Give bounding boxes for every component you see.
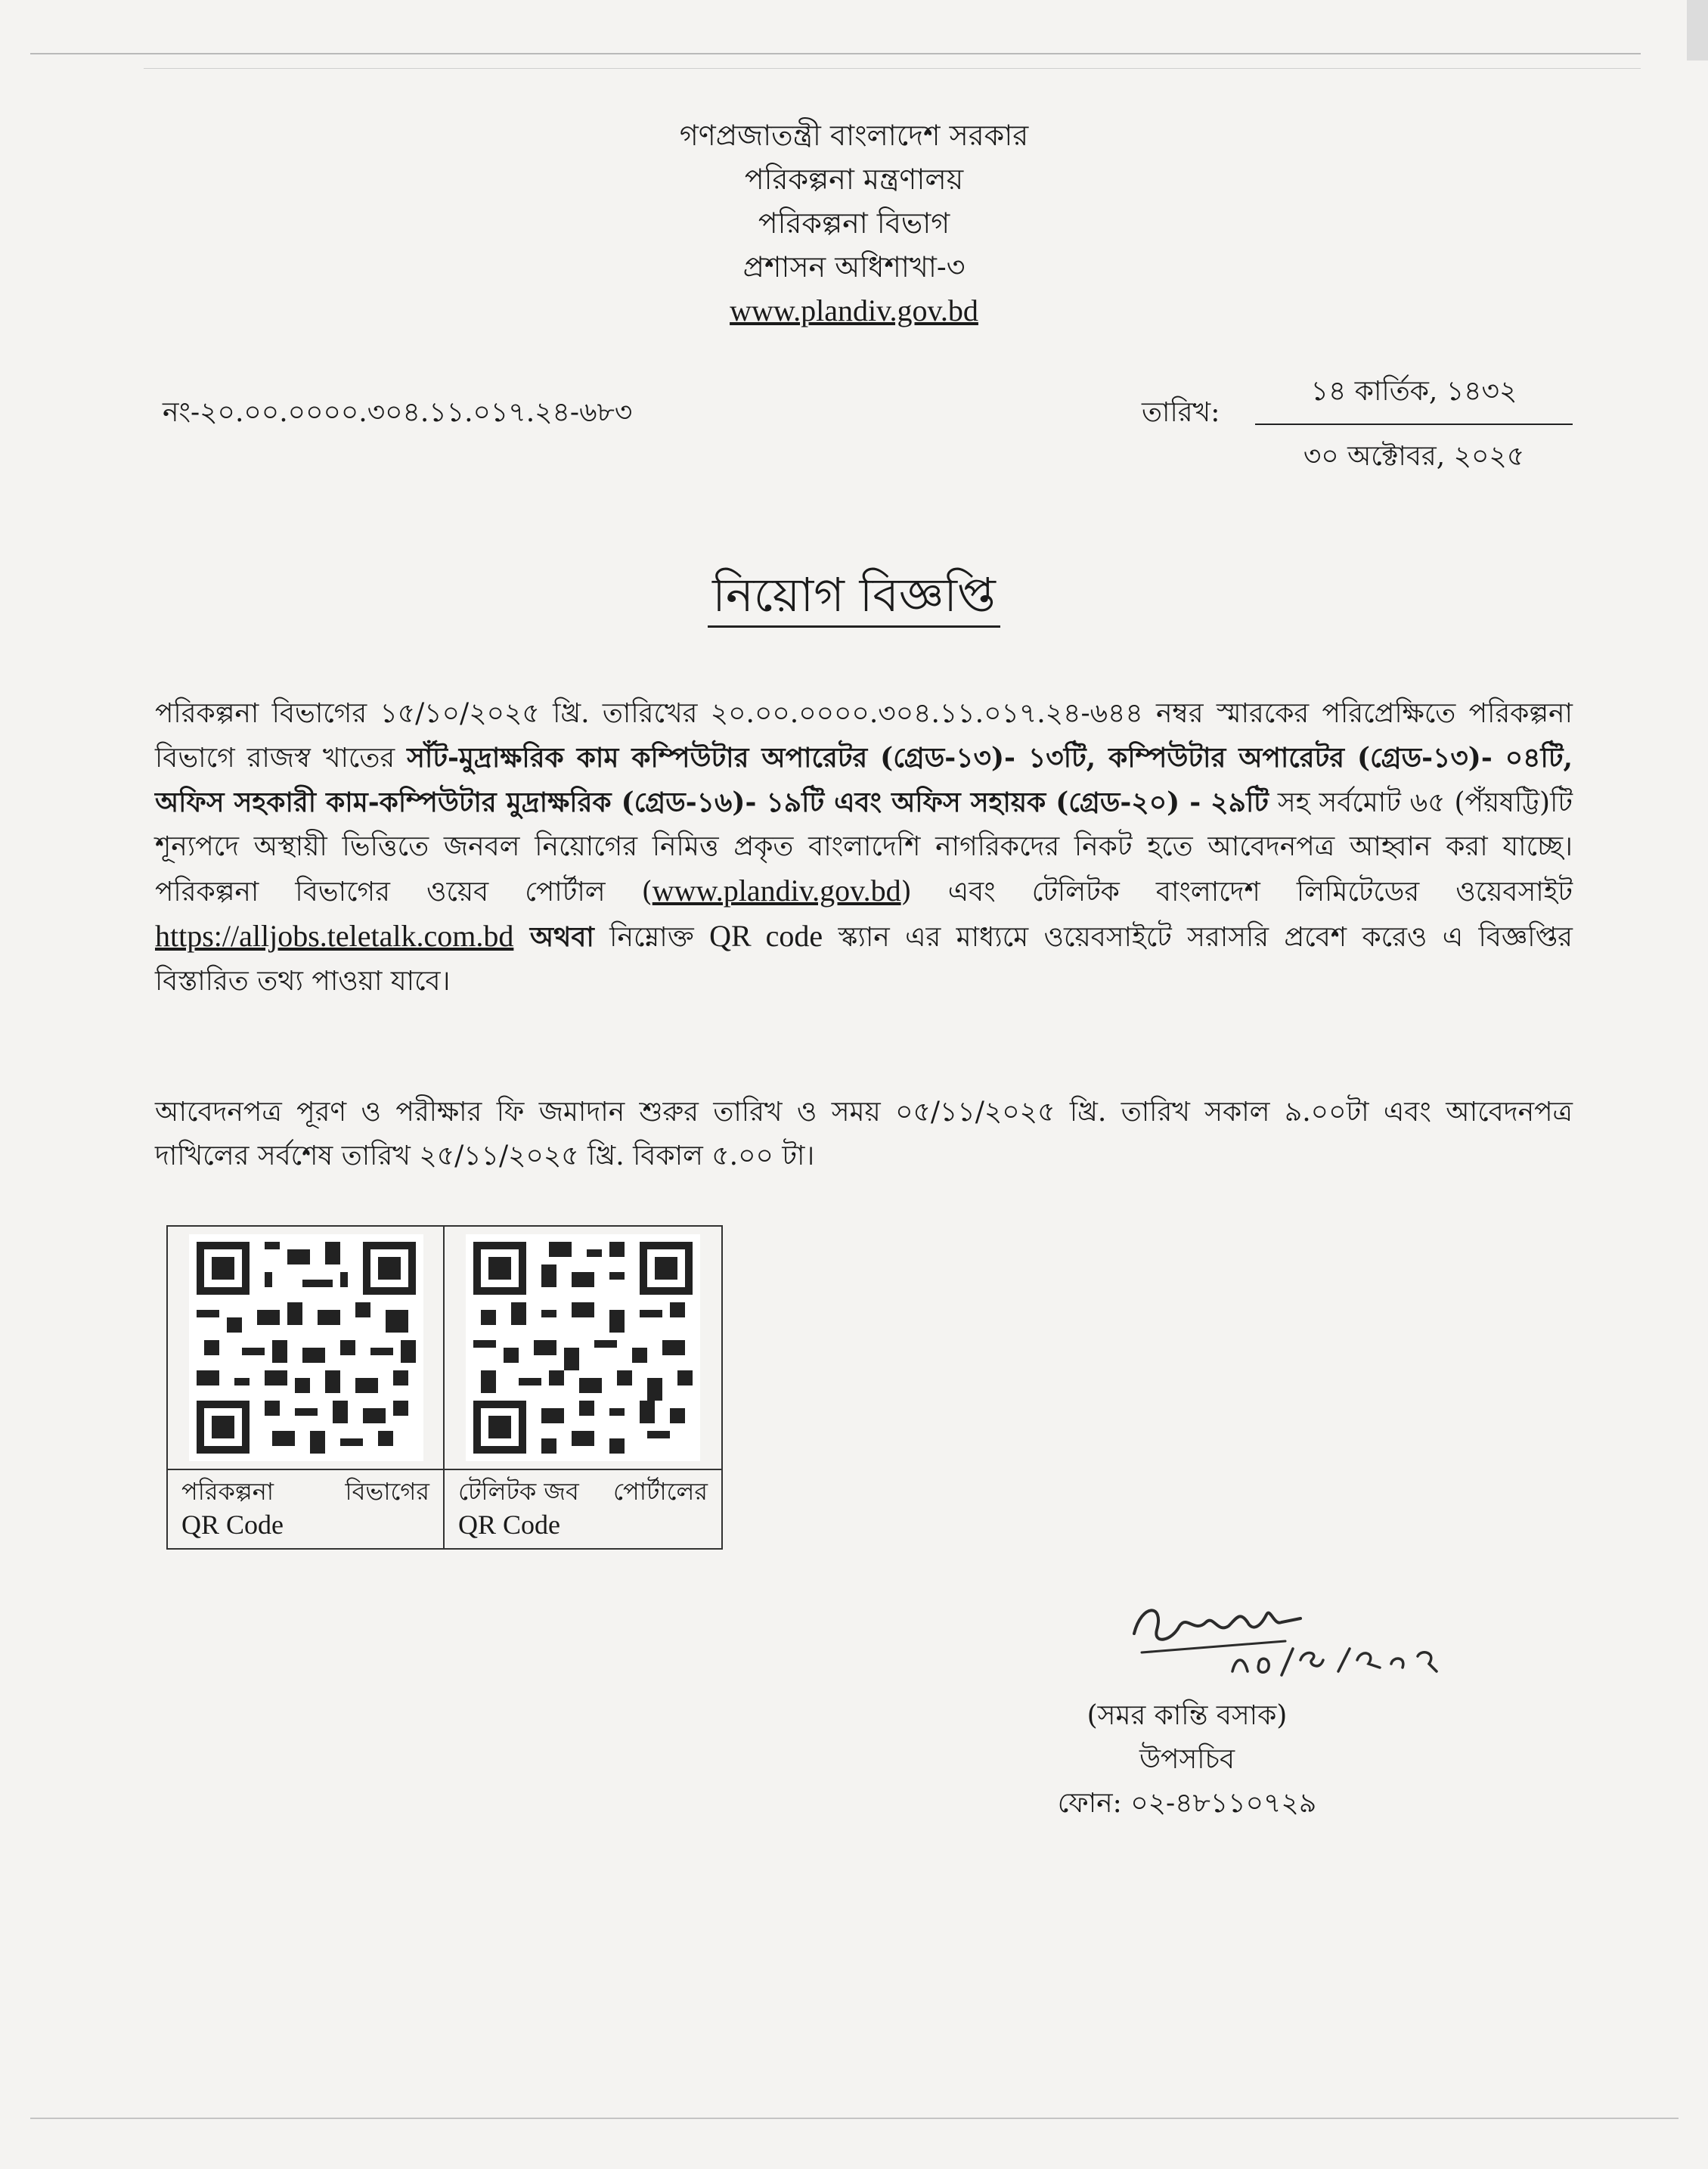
teletalk-qr-code-icon[interactable] [466, 1234, 700, 1461]
p1-qr-code-text: QR code [709, 919, 823, 953]
plandiv-link[interactable]: www.plandiv.gov.bd [652, 873, 901, 908]
qr-caption-label: QR Code [458, 1510, 560, 1540]
signatory-name: (সমর কান্তি বসাক) [1086, 1700, 1288, 1731]
qr-cell-plandiv [168, 1227, 445, 1548]
scan-border-top [30, 53, 1641, 54]
handwritten-signature [1119, 1588, 1512, 1694]
division-name: পরিকল্পনা বিভাগ [758, 206, 950, 240]
qr-caption-line-a: পরিকল্পনা [181, 1477, 274, 1506]
notice-title-text: নিয়োগ বিজ্ঞপ্তি [708, 567, 1000, 628]
date-label: তারিখ: [1142, 397, 1220, 428]
qr-caption-teletalk [445, 1469, 721, 1548]
government-name: গণপ্রজাতন্ত্রী বাংলাদেশ সরকার [679, 119, 1029, 152]
scan-border-top-secondary [144, 68, 1641, 69]
memo-reference-number: নং-২০.০০.০০০০.৩০৪.১১.০১৭.২৪-৬৮৩ [163, 397, 633, 428]
qr-caption-plandiv [168, 1469, 443, 1548]
body-paragraph-1 [155, 692, 1573, 1004]
signatory-block [1028, 1694, 1346, 1826]
signatory-designation: উপসচিব [1139, 1744, 1235, 1775]
p1-following: নিম্নোক্ত [594, 922, 710, 953]
qr-caption-line-a: টেলিটক জব [458, 1477, 579, 1506]
body-paragraph-2: আবেদনপত্র পূরণ ও পরীক্ষার ফি জমাদান শুরুর তারিখ ও সময় ০৫/১১/২০২৫ খ্রি. তারিখ সকাল ৯.০০টা এবং আবেদনপত্র দাখিলের সর্বশেষ তারিখ ২৫/১১/২০২৫ খ্রি. বিকাল ৫.০০ টা। [155, 1097, 1573, 1171]
letterhead [0, 113, 1708, 333]
section-name: প্রশাসন অধিশাখা-৩ [742, 250, 966, 284]
teletalk-link[interactable]: https://alljobs.teletalk.com.bd [155, 919, 514, 953]
date-bangla: ১৪ কার্তিক, ১৪৩২ [1255, 371, 1573, 425]
date-english: ৩০ অক্টোবর, ২০২৫ [1303, 441, 1525, 472]
p1-teletalk-text: ) এবং টেলিটক বাংলাদেশ লিমিটেডের ওয়েবসাইট [900, 877, 1573, 908]
qr-caption-label: QR Code [181, 1510, 284, 1540]
p1-closing: স্ক্যান এর মাধ্যমে ওয়েবসাইটে সরাসরি প্রবেশ করেও এ বিজ্ঞপ্তির বিস্তারিত তথ্য পাওয়া যাবে। [155, 922, 1573, 997]
qr-code-table [166, 1225, 723, 1550]
notice-title [0, 560, 1708, 638]
qr-caption-line-b: বিভাগের [345, 1477, 429, 1506]
plandiv-qr-code-icon[interactable] [189, 1234, 423, 1461]
p1-or: অথবা [513, 921, 594, 953]
p1-intro: পরিকল্পনা বিভাগের ১৫/১০/২০২৫ খ্রি. তারিখের ২০.০০.০০০০.৩০৪.১১.০১৭.২৪-৬৪৪ নম্বর স্মারকের পরিপ্রেক্ষিতে পরিকল্পনা বিভাগে রাজস্ব খাতের [155, 698, 1573, 774]
scan-edge [1687, 0, 1708, 61]
p1-details: সহ সর্বমোট ৬৫ (পঁয়ষট্টি)টি শূন্যপদে অস্থায়ী ভিত্তিতে জনবল নিয়োগের নিমিত্ত প্রকৃত বাংলাদেশি নাগরিকদের নিকট হতে আবেদনপত্র আহ্বান করা যাচ্ছে। পরিকল্পনা বিভাগের ওয়েব পোর্টাল ( [155, 787, 1573, 908]
scan-border-bottom [30, 2118, 1679, 2119]
date-block [1255, 371, 1573, 481]
website-link[interactable]: www.plandiv.gov.bd [730, 293, 978, 327]
ministry-name: পরিকল্পনা মন্ত্রণালয় [744, 163, 964, 196]
qr-caption-line-b: পোর্টালের [612, 1477, 708, 1506]
qr-cell-teletalk [445, 1227, 721, 1548]
signatory-phone: ফোন: ০২-৪৮১১০৭২৯ [1057, 1788, 1317, 1819]
p1-posts: সাঁট-মুদ্রাক্ষরিক কাম কম্পিউটার অপারেটর (গ্রেড-১৩)- ১৩টি, কম্পিউটার অপারেটর (গ্রেড-১৩)- ০৪টি, অফিস সহকারী কাম-কম্পিউটার মুদ্রাক্ষরিক (গ্রেড-১৬)- ১৯টি এবং অফিস সহায়ক (গ্রেড-২০) - ২৯টি [155, 742, 1573, 818]
